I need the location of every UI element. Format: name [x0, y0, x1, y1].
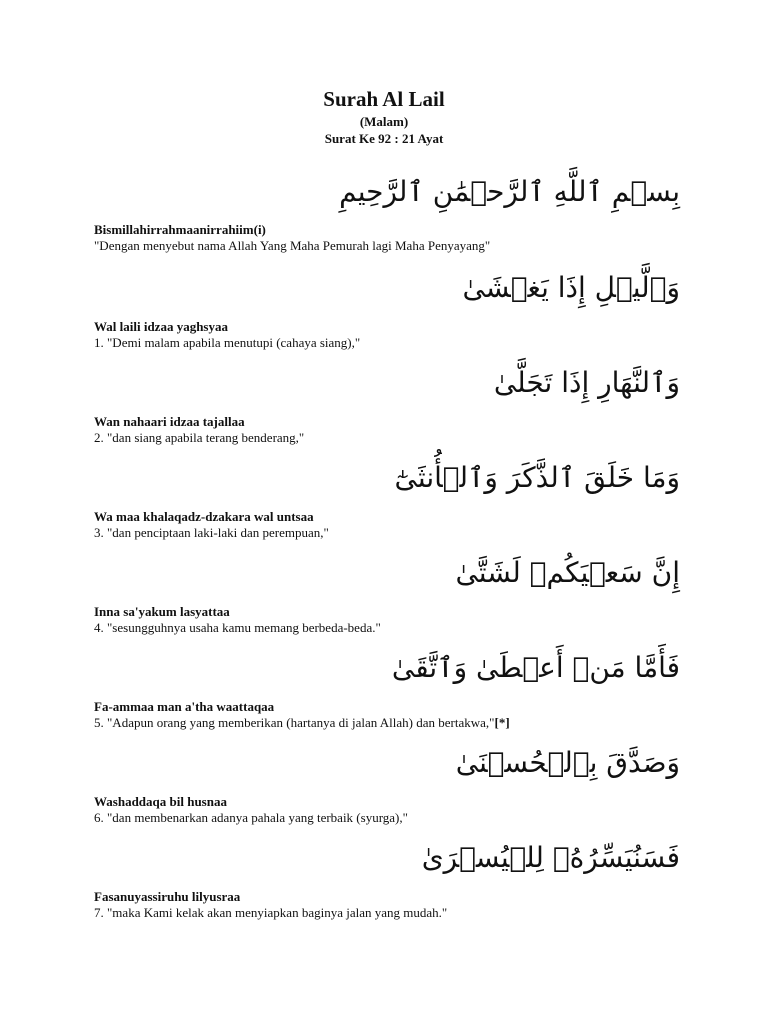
- arabic-text: وَٱلَّيۡلِ إِذَا يَغۡشَىٰ: [462, 271, 680, 304]
- arabic-text: وَصَدَّقَ بِٱلۡحُسۡنَىٰ: [455, 746, 680, 779]
- page-title: Surah Al Lail: [323, 87, 445, 111]
- verse-3: [94, 458, 680, 541]
- translation: 5. "Adapun orang yang memberikan (hartanya di jalan Allah) dan bertakwa,": [94, 715, 495, 730]
- transliteration: Washaddaqa bil husnaa: [94, 794, 227, 809]
- translation: "Dengan menyebut nama Allah Yang Maha Pemurah lagi Maha Penyayang": [94, 238, 491, 253]
- verse-4: [94, 553, 680, 636]
- translation-row: [94, 715, 680, 731]
- verse-6: [94, 743, 680, 826]
- translation: 3. "dan penciptaan laki-laki dan perempuan,": [94, 525, 329, 540]
- translation: 4. "sesungguhnya usaha kamu memang berbeda-beda.": [94, 620, 381, 635]
- arabic-text: وَٱلنَّهَارِ إِذَا تَجَلَّىٰ: [493, 366, 680, 399]
- footnote-marker[interactable]: [*]: [494, 715, 510, 730]
- page-subtitle: (Malam): [359, 114, 409, 129]
- arabic-text: بِسۡمِ ٱللَّهِ ٱلرَّحۡمَٰنِ ٱلرَّحِيمِ: [339, 175, 680, 208]
- document-header: [0, 86, 768, 147]
- transliteration: Bismillahirrahmaanirrahiim(i): [94, 222, 266, 237]
- transliteration: Fa-ammaa man a'tha waattaqaa: [94, 699, 275, 714]
- translation: 6. "dan membenarkan adanya pahala yang terbaik (syurga),": [94, 810, 408, 825]
- translation: 1. "Demi malam apabila menutupi (cahaya siang),": [94, 335, 361, 350]
- verse-7: [94, 838, 680, 921]
- arabic-text: فَأَمَّا مَنۡ أَعۡطَىٰ وَٱتَّقَىٰ: [391, 651, 680, 684]
- translation: 2. "dan siang apabila terang benderang,": [94, 430, 305, 445]
- translation: 7. "maka Kami kelak akan menyiapkan baginya jalan yang mudah.": [94, 905, 448, 920]
- arabic-text: وَمَا خَلَقَ ٱلذَّكَرَ وَٱلۡأُنثَىٰٓ: [394, 461, 680, 494]
- verse-1: [94, 268, 680, 351]
- arabic-text: إِنَّ سَعۡيَكُمۡ لَشَتَّىٰ: [455, 556, 680, 589]
- transliteration: Fasanuyassiruhu lilyusraa: [94, 889, 241, 904]
- verse-bismillah: [94, 172, 680, 254]
- verse-5: [94, 648, 680, 731]
- transliteration: Wan nahaari idzaa tajallaa: [94, 414, 245, 429]
- arabic-text: فَسَنُيَسِّرُهُۥ لِلۡيُسۡرَىٰ: [421, 841, 680, 874]
- transliteration: Inna sa'yakum lasyattaa: [94, 604, 230, 619]
- verse-2: [94, 363, 680, 446]
- surah-info: Surat Ke 92 : 21 Ayat: [324, 131, 444, 146]
- transliteration: Wal laili idzaa yaghsyaa: [94, 319, 228, 334]
- transliteration: Wa maa khalaqadz-dzakara wal untsaa: [94, 509, 314, 524]
